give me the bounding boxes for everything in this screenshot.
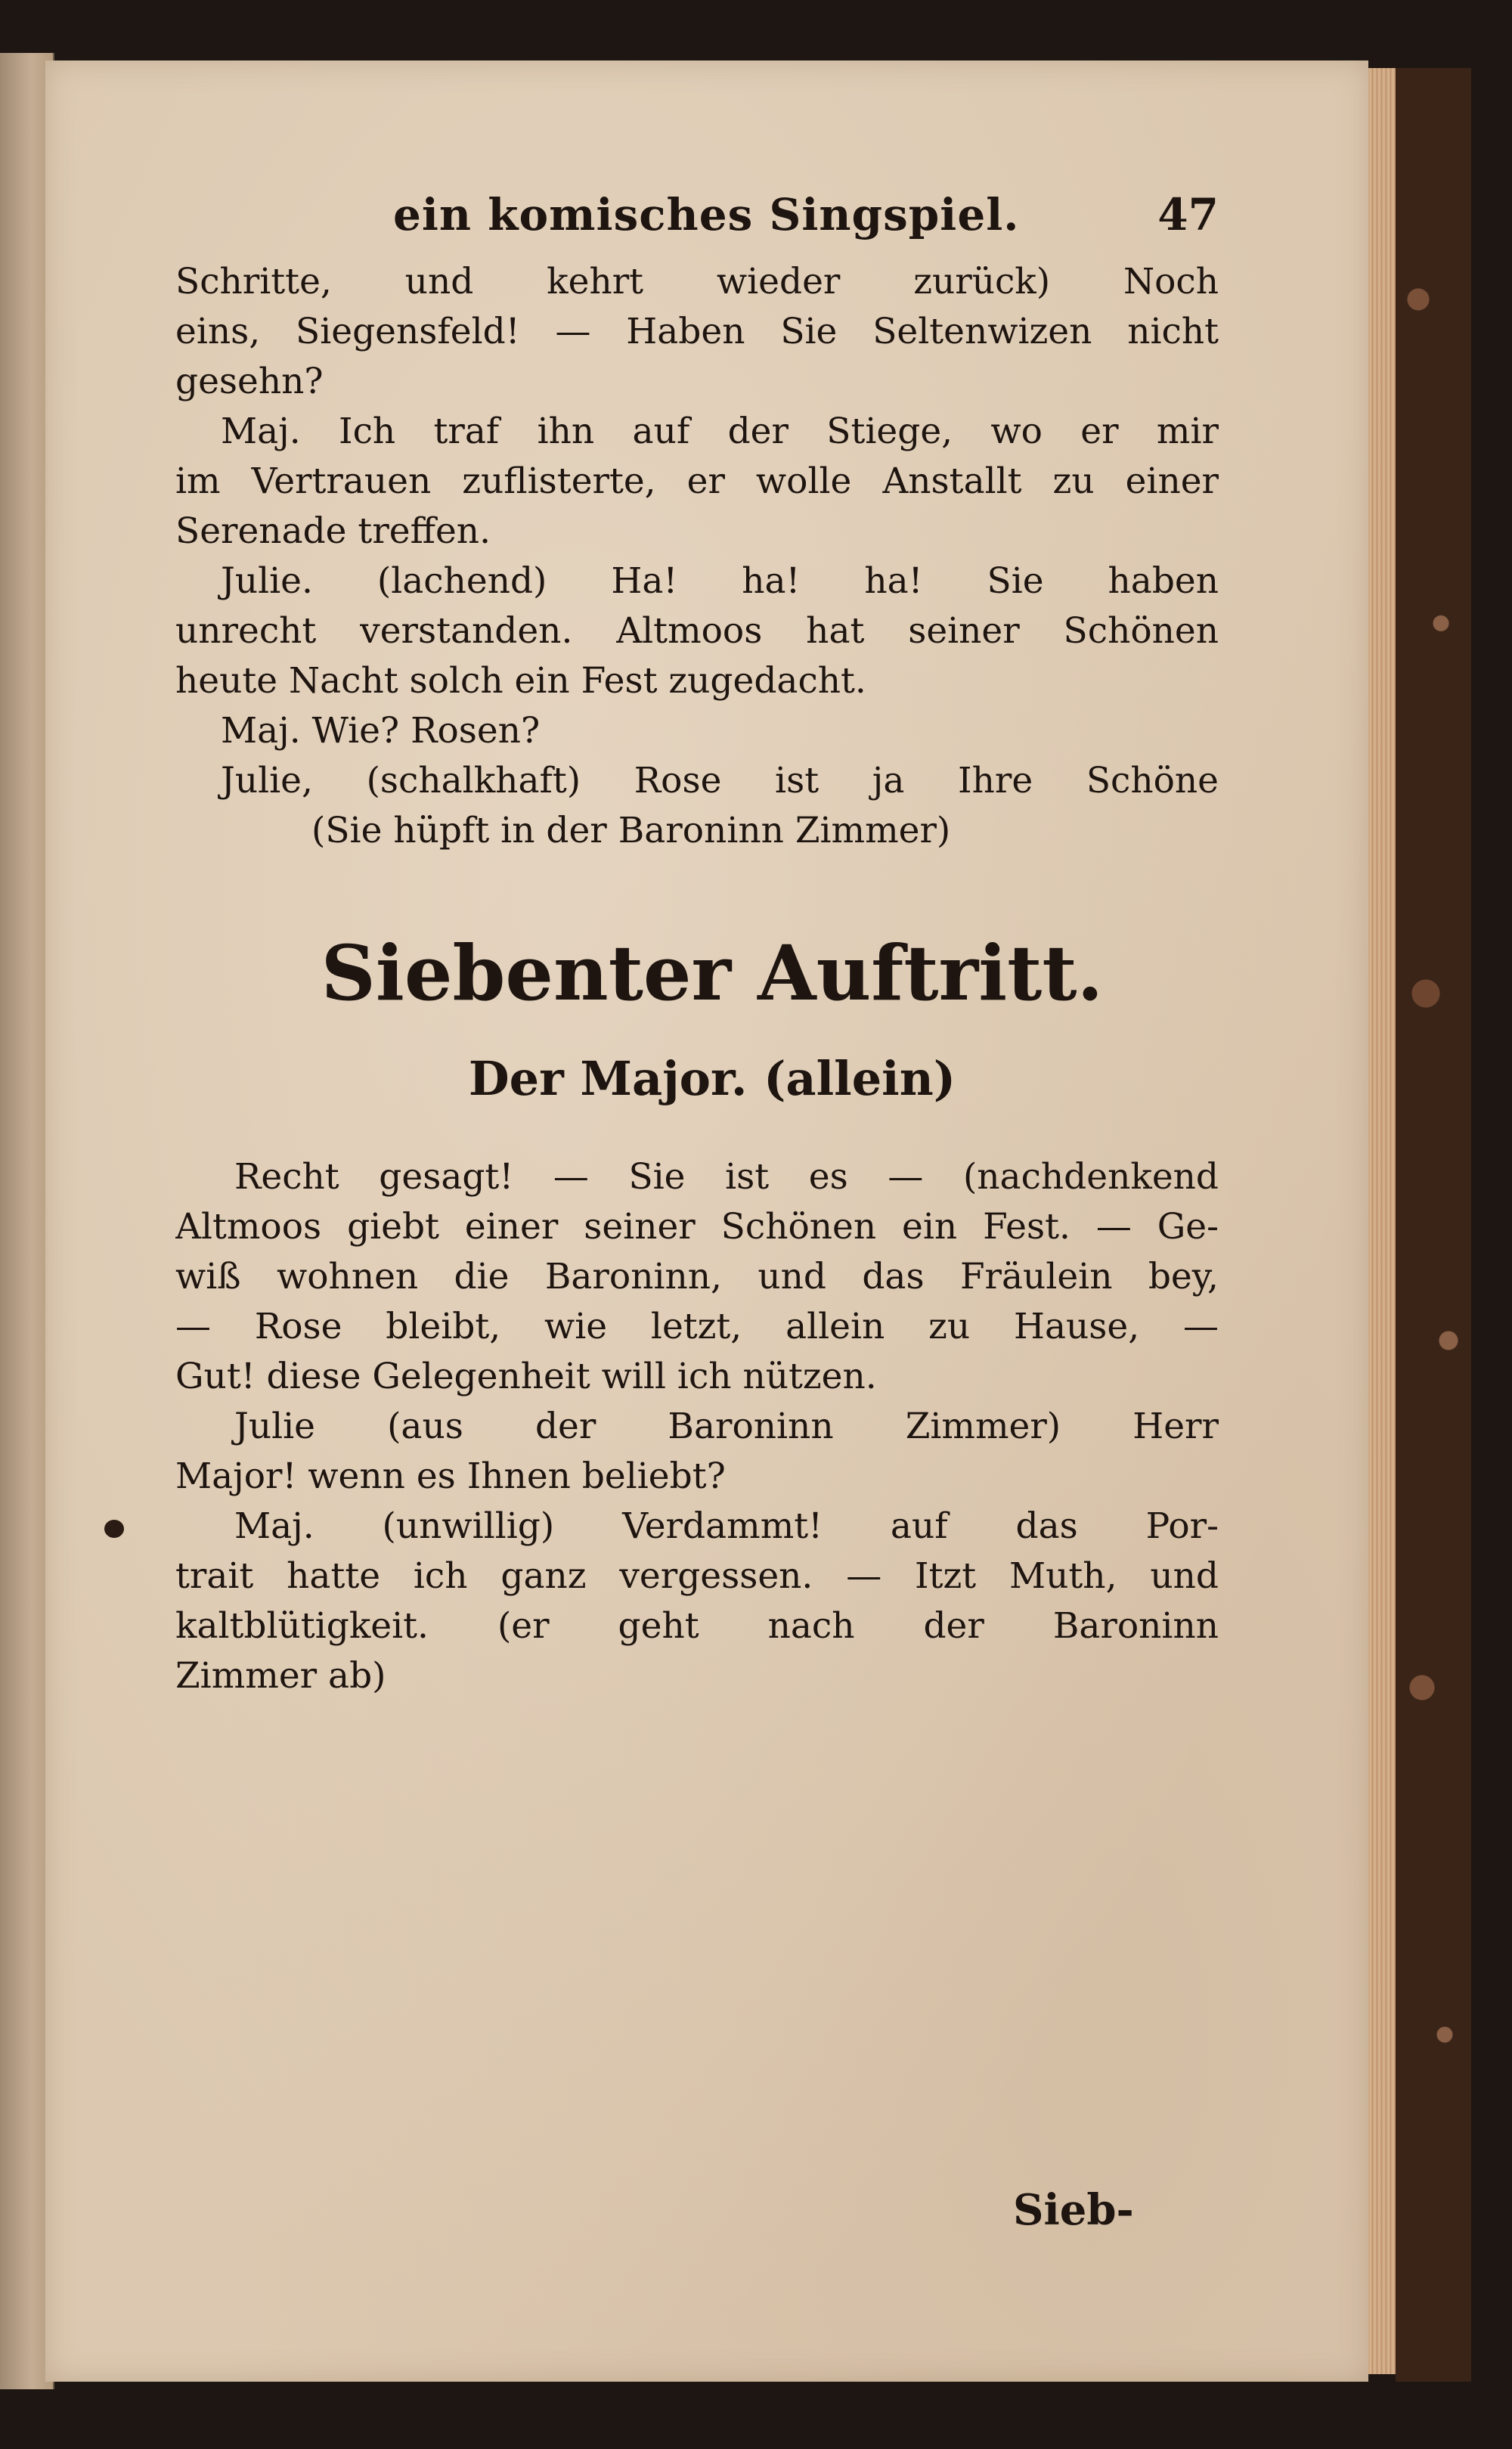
text-line: eins, Siegensfeld! — Haben Sie Seltenwizen nicht (175, 311, 1219, 352)
text-line: gesehn? (175, 361, 324, 402)
text-line: im Vertrauen zuflisterte, er wolle Anstallt zu einer (175, 460, 1219, 502)
page-block-edges (1368, 68, 1396, 2374)
page-number: 47 (1157, 189, 1219, 240)
speech-line: Maj. Wie? Rosen? (221, 710, 541, 752)
text-line: — Rose bleibt, wie letzt, allein zu Hause, — (175, 1306, 1219, 1347)
speech-line: Julie (aus der Baroninn Zimmer) Herr (234, 1406, 1219, 1447)
running-head-title: ein komisches Singspiel. (393, 189, 1020, 240)
text-line: unrecht verstanden. Altmoos hat seiner Schönen (175, 610, 1219, 652)
speech-line: Julie, (schalkhaft) Rose ist ja Ihre Schöne (221, 760, 1219, 801)
page-text (175, 174, 1219, 1701)
text-line: wiß wohnen die Baroninn, und das Fräulein bey, (175, 1256, 1219, 1297)
text-line: Zimmer ab) (175, 1655, 386, 1697)
speech-line: Recht gesagt! — Sie ist es — (nachdenkend (234, 1156, 1219, 1198)
stage-direction: (Sie hüpft in der Baroninn Zimmer) (311, 810, 951, 851)
marbled-cover (1396, 68, 1471, 2382)
scene-heading: Siebenter Auftritt. (321, 928, 1104, 1018)
text-line: Gut! diese Gelegenheit will ich nützen. (175, 1356, 877, 1397)
paper-hole (104, 1520, 124, 1538)
text-line: trait hatte ich ganz vergessen. — Itzt Muth, und (175, 1555, 1219, 1597)
speech-line: Maj. (unwillig) Verdammt! auf das Por- (234, 1505, 1219, 1547)
text-line: Serenade treffen. (175, 510, 491, 552)
scene-cast: Der Major. (allein) (468, 1051, 956, 1106)
text-line: Schritte, und kehrt wieder zurück) Noch (175, 261, 1219, 302)
text-line: Altmoos giebt einer seiner Schönen ein Fest. — Ge- (175, 1206, 1219, 1248)
running-head (175, 174, 1219, 257)
text-line: heute Nacht solch ein Fest zugedacht. (175, 660, 866, 702)
text-line: kaltblütigkeit. (er geht nach der Baroninn (175, 1605, 1219, 1647)
speech-line: Maj. Ich traf ihn auf der Stiege, wo er mir (221, 411, 1219, 452)
speech-line: Julie. (lachend) Ha! ha! ha! Sie haben (221, 560, 1219, 602)
text-line: Major! wenn es Ihnen beliebt? (175, 1455, 726, 1497)
catchword: Sieb- (1013, 2185, 1134, 2235)
